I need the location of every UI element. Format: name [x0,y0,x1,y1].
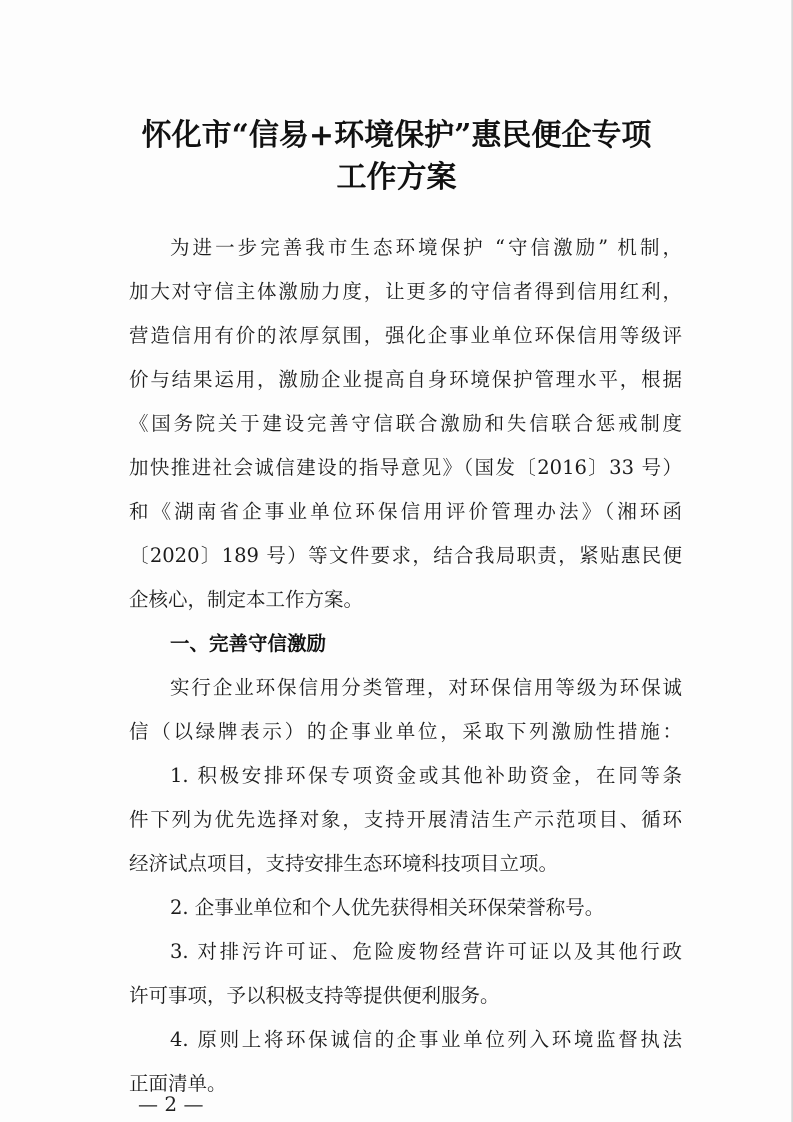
document-title-line-1: 怀化市“信易+环境保护”惠民便企专项 [141,118,652,153]
paragraph-line: 加快推进社会诚信建设的指导意见》（国发〔2016〕33 号） [129,456,682,479]
document-title-line-2: 工作方案 [336,160,457,195]
list-item-line: 3. 对排污许可证、危险废物经营许可证以及其他行政 [170,940,682,963]
paragraph-line: 企核心，制定本工作方案。 [129,588,364,611]
paragraph-line: 《国务院关于建设完善守信联合激励和失信联合惩戒制度 [129,412,682,435]
paragraph-line: 〔2020〕189 号）等文件要求，结合我局职责，紧贴惠民便 [129,544,682,567]
list-item-line: 件下列为优先选择对象，支持开展清洁生产示范项目、循环 [129,808,682,831]
paragraph-line: 和《湖南省企事业单位环保信用评价管理办法》（湘环函 [129,500,682,523]
list-item-line: 许可事项，予以积极支持等提供便利服务。 [129,984,500,1007]
list-item-line: 2. 企事业单位和个人优先获得相关环保荣誉称号。 [170,896,605,919]
paragraph-line: 为进一步完善我市生态环境保护 “守信激励” 机制， [170,236,682,259]
paragraph-line: 营造信用有价的浓厚氛围，强化企事业单位环保信用等级评 [129,324,682,347]
paragraph-line: 加大对守信主体激励力度，让更多的守信者得到信用红利， [129,280,682,303]
paragraph-line: 价与结果运用，激励企业提高自身环境保护管理水平，根据 [129,368,682,391]
list-item-line: 经济试点项目，支持安排生态环境科技项目立项。 [129,852,559,875]
list-item-line: 正面清单。 [129,1072,227,1095]
paragraph-line: 信（以绿牌表示）的企事业单位，采取下列激励性措施： [129,720,682,743]
list-item-line: 4. 原则上将环保诚信的企事业单位列入环境监督执法 [170,1028,682,1051]
list-item-line: 1. 积极安排环保专项资金或其他补助资金，在同等条 [170,764,682,787]
page-number: — 2 — [138,1092,204,1116]
section-heading: 一、完善守信激励 [170,632,327,655]
paragraph-line: 实行企业环保信用分类管理，对环保信用等级为环保诚 [170,676,682,699]
